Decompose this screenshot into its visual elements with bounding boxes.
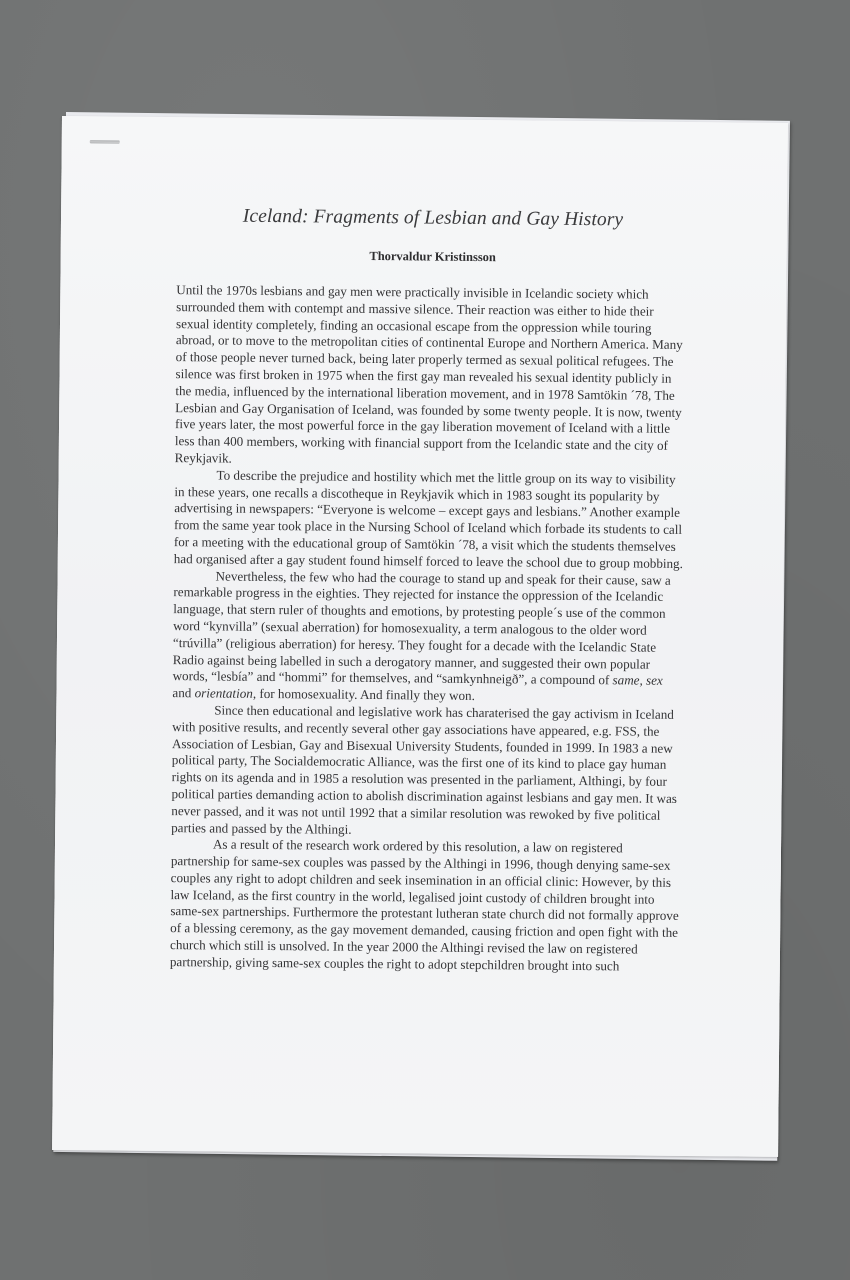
paragraph-3-emphasis-1: same, sex <box>612 672 663 689</box>
document-title: Iceland: Fragments of Lesbian and Gay History <box>242 205 624 231</box>
paragraph-4: Since then educational and legislative work has charaterised the gay activism in Iceland with positive results, and recently several other gay associations have appeared, e.g. FSS, the Association of Lesbian, Gay and Bisexual University Students, founded in 1999. In 1983 a new political party, The Socialdemocratic Alliance, was the first one of its kind to place gay human rights on its agenda and in 1985 a resolution was presented in the parliament, Althingi, by four political parties demanding action to abolish discrimination against lesbians and gay men. It was never passed, and it was not until 1992 that a similar resolution was rewoked by five political parties and passed by the Althingi. <box>171 702 678 837</box>
paragraph-3-emphasis-2: orientation <box>194 685 253 701</box>
body-text <box>170 282 689 976</box>
paragraph-2: To describe the prejudice and hostility which met the little group on its way to visibility in these years, one recalls a discotheque in Reykjavik which in 1983 sought its popularity by advertising in newspapers: “Everyone is welcome – except gays and lesbians.” Another example from the same year took place in the Nursing School of Iceland which forbade its students to call for a meeting with the educational group of Samtökin ´78, a visit which the students themselves had organised after a gay student found himself forced to leave the school due to group mobbing. <box>173 467 683 571</box>
paragraph-3-text-a: Nevertheless, the few who had the courage to stand up and speak for their cause, saw a remarkable progress in the eighties. They rejected for instance the oppression of the Icelandic language, that stern ruler of thoughts and emotions, by protesting people´s use of the common word “kynvilla” (sexual aberration) for homosexuality, a term analogous to the older word “trúvilla” (religious aberration) for heresy. They fought for a decade with the Icelandic State Radio against being labelled in such a derogatory manner, and suggested their own popular words, “lesbía” and “hommi” for themselves, and “samkynhneigð”, a compound of <box>172 568 671 688</box>
document-page <box>52 116 788 1157</box>
paragraph-5: As a result of the research work ordered by this resolution, a law on registered partnership for same-sex couples was passed by the Althingi in 1996, though denying same-sex couples any right to adopt children and seek insemination in an official clinic: However, by this law Iceland, as the first country in the world, legalised joint custody of children brought into same-sex partnerships. Furthermore the protestant lutheran state church did not formally approve of a blessing ceremony, as the gay movement demanded, causing friction and open fight with the church which still is unsolved. In the year 2000 the Althingi revised the law on registered partnership, giving same-sex couples the right to adopt stepchildren brought into such <box>169 836 679 974</box>
paragraph-1: Until the 1970s lesbians and gay men were practically invisible in Icelandic society which surrounded them with contempt and massive silence. Their reaction was either to hide their sexual identity completely, finding an occasional escape from the oppression while touring abroad, or to move to the metropolitan cities of continental Europe and Northern America. Many of those people never turned back, being later properly termed as sexual political refugees. The silence was first broken in 1975 when the first gay man revealed his sexual identity publicly in the media, influenced by the international liberation movement, and in 1978 Samtökin ´78, The Lesbian and Gay Organisation of Iceland, was founded by some twenty people. It is now, twenty five years later, the most powerful force in the gay liberation movement of Iceland with a little less than 400 members, working with financial support from the Icelandic state and the city of Reykjavik. <box>174 282 683 466</box>
paragraph-3-text-b: and <box>172 685 195 701</box>
staple-mark <box>90 140 120 143</box>
document-author: Thorvaldur Kristinsson <box>369 248 496 265</box>
paragraph-3-text-c: , for homosexuality. And finally they won. <box>252 685 475 704</box>
paragraph-3 <box>172 568 685 707</box>
page-content <box>170 205 689 976</box>
